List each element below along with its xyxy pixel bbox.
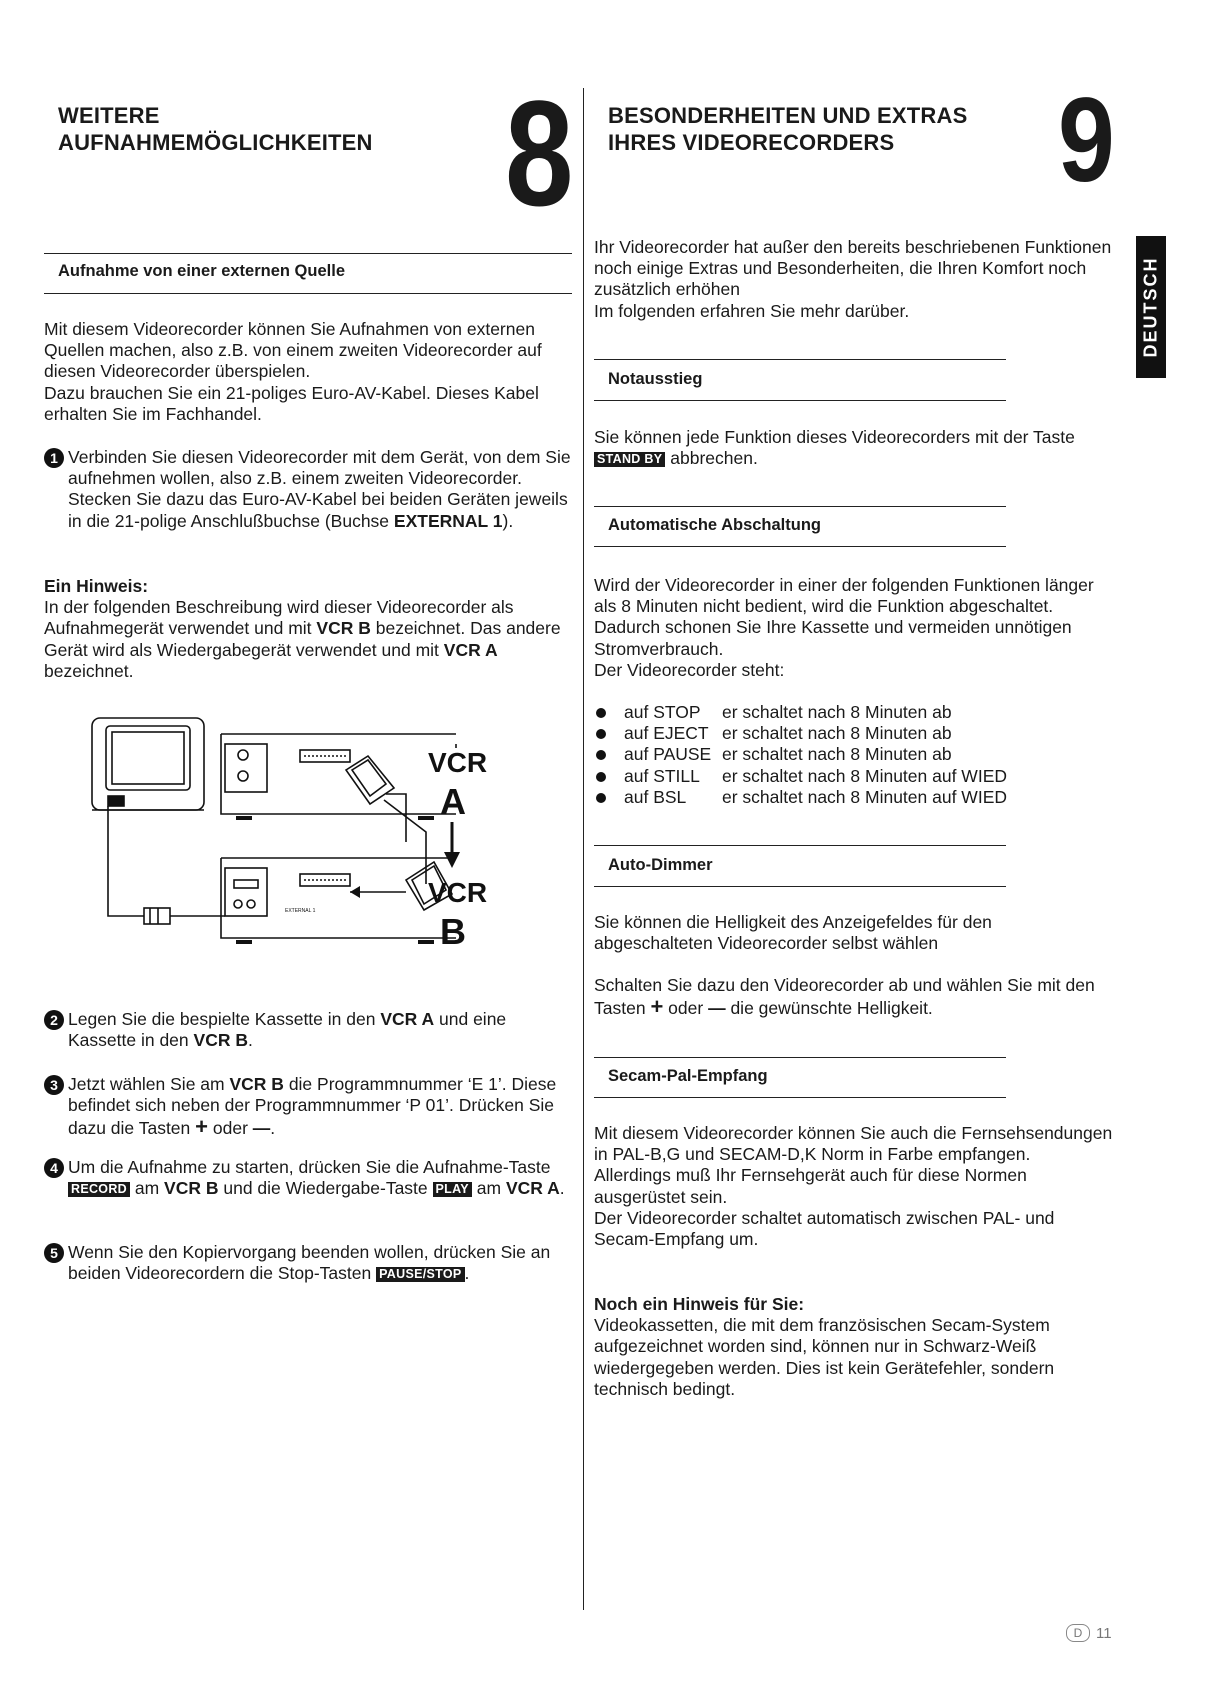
hint-block: Ein Hinweis: In der folgenden Beschreibung wird dieser Videorecorder als Aufnahmegerät verwendet und mit VCR B bezeichnet. Das andere Gerät wird als Wiedergabegerät verwendet und mit VCR A bezeichnet. bbox=[44, 576, 561, 681]
right-intro: Ihr Videorecorder hat außer den bereits beschriebenen Funktionen noch einige Extras und Besonderheiten, die Ihren Komfort noch zusätzlich erhöhen Im folgenden erfahren Sie mehr darüber. bbox=[594, 237, 1112, 321]
page-number: 11 bbox=[1096, 1624, 1112, 1642]
pause-stop-key: PAUSE/STOP bbox=[376, 1267, 464, 1282]
arrow-down-icon bbox=[444, 852, 460, 868]
dimmer-text: Sie können die Helligkeit des Anzeigefeldes für den abgeschalteten Videorecorder selbst wählen bbox=[594, 912, 992, 954]
language-tab: DEUTSCH bbox=[1136, 236, 1166, 378]
divider bbox=[594, 845, 1006, 846]
step-1: 1 Verbinden Sie diesen Videorecorder mit dem Gerät, von dem Sie aufnehmen wollen, also z.B. einem zweiten Videorecorder. Stecken Sie dazu das Euro-AV-Kabel bei beiden Geräten jeweils in die 21-polige Anschlußbuchse (Buchse EXTERNAL 1). bbox=[44, 447, 576, 532]
abschaltung-list bbox=[594, 702, 1114, 808]
play-key: PLAY bbox=[433, 1182, 472, 1197]
list-item: auf STILL er schaltet nach 8 Minuten auf WIED bbox=[594, 766, 1114, 787]
page-footer bbox=[1066, 1624, 1112, 1642]
divider bbox=[594, 886, 1006, 887]
scart-plug-a bbox=[346, 756, 406, 842]
connection-diagram bbox=[88, 712, 568, 962]
divider bbox=[44, 293, 572, 294]
section-title-notausstieg: Notausstieg bbox=[608, 370, 703, 388]
left-chapter-title: WEITERE AUFNAHMEMÖGLICHKEITEN bbox=[58, 103, 373, 155]
vcr-b-label: VCR bbox=[428, 877, 488, 908]
vcr-a-device bbox=[221, 734, 456, 818]
notausstieg-text: Sie können jede Funktion dieses Videorecorders mit der Taste STAND BY abbrechen. bbox=[594, 427, 1075, 469]
divider bbox=[594, 359, 1006, 360]
divider bbox=[594, 506, 1006, 507]
right-chapter-title: BESONDERHEITEN UND EXTRAS IHRES VIDEORECORDERS bbox=[608, 103, 968, 155]
step-4: 4 Um die Aufnahme zu starten, drücken Sie die Aufnahme-Taste RECORD am VCR B und die Wiedergabe-Taste PLAY am VCR A. bbox=[44, 1157, 576, 1199]
divider bbox=[594, 546, 1006, 547]
step-3: 3 Jetzt wählen Sie am VCR B die Programmnummer ‘E 1’. Diese befindet sich neben der Programmnummer ‘P 01’. Drücken Sie dazu die Tasten + oder —. bbox=[44, 1074, 576, 1140]
vcr-a-letter: A bbox=[440, 781, 466, 822]
divider bbox=[594, 1057, 1006, 1058]
left-chapter-number: 8 bbox=[505, 69, 572, 237]
abschaltung-text: Wird der Videorecorder in einer der folgenden Funktionen länger als 8 Minuten nicht bedient, wird die Funktion abgeschaltet. Dadurch schonen Sie Ihre Kassette und vermeiden unnötigen Stromverbrauch. Der Videorecorder steht: bbox=[594, 575, 1094, 680]
step-2: 2 Legen Sie die bespielte Kassette in den VCR A und eine Kassette in den VCR B. bbox=[44, 1009, 576, 1051]
step-number: 3 bbox=[44, 1075, 64, 1095]
right-chapter-number: 9 bbox=[1058, 73, 1115, 207]
left-intro: Mit diesem Videorecorder können Sie Aufnahmen von externen Quellen machen, also z.B. von einem zweiten Videorecorder auf diesen Videorecorder überspielen. Dazu brauchen Sie ein 21-poliges Euro-AV-Kabel. Dieses Kabel erhalten Sie im Fachhandel. bbox=[44, 319, 542, 424]
language-badge: D bbox=[1066, 1624, 1090, 1642]
list-item: auf STOP er schaltet nach 8 Minuten ab bbox=[594, 702, 1114, 723]
list-item: auf PAUSE er schaltet nach 8 Minuten ab bbox=[594, 744, 1114, 765]
divider bbox=[594, 1097, 1006, 1098]
section-title-external: Aufnahme von einer externen Quelle bbox=[58, 262, 345, 280]
list-item: auf EJECT er schaltet nach 8 Minuten ab bbox=[594, 723, 1114, 744]
section-title-secam: Secam-Pal-Empfang bbox=[608, 1067, 768, 1085]
vcr-b-letter: B bbox=[440, 911, 466, 952]
step-number: 1 bbox=[44, 448, 64, 468]
divider bbox=[594, 400, 1006, 401]
record-key: RECORD bbox=[68, 1182, 130, 1197]
secam-text: Mit diesem Videorecorder können Sie auch die Fernsehsendungen in PAL-B,G und SECAM-D,K Norm in Farbe empfangen. Allerdings muß Ihr Fernsehgerät auch für diese Normen ausgerüstet sein. Der Videorecorder schaltet automatisch zwischen PAL- und Secam-Empfang um. bbox=[594, 1123, 1113, 1250]
external-label: EXTERNAL 1 bbox=[285, 908, 316, 914]
divider bbox=[44, 253, 572, 254]
step-number: 2 bbox=[44, 1010, 64, 1030]
section-title-dimmer: Auto-Dimmer bbox=[608, 856, 713, 874]
vcr-a-label: VCR bbox=[428, 747, 488, 778]
step-5: 5 Wenn Sie den Kopiervorgang beenden wollen, drücken Sie an beiden Videorecordern die Stop-Tasten PAUSE/STOP . bbox=[44, 1242, 576, 1284]
section-title-abschaltung: Automatische Abschaltung bbox=[608, 516, 821, 534]
step-number: 4 bbox=[44, 1158, 64, 1178]
column-divider bbox=[583, 88, 584, 1610]
list-item: auf BSL er schaltet nach 8 Minuten auf WIED bbox=[594, 787, 1114, 808]
right-hint: Noch ein Hinweis für Sie: Videokassetten, die mit dem französischen Secam-System aufgezeichnet worden sind, können nur in Schwarz-Weiß wiedergegeben werden. Dies ist kein Gerätefehler, sondern technisch bedingt. bbox=[594, 1294, 1055, 1399]
dimmer-text-2: Schalten Sie dazu den Videorecorder ab und wählen Sie mit den Tasten + oder — die gewünschte Helligkeit. bbox=[594, 975, 1095, 1020]
step-number: 5 bbox=[44, 1243, 64, 1263]
standby-key: STAND BY bbox=[594, 452, 665, 467]
